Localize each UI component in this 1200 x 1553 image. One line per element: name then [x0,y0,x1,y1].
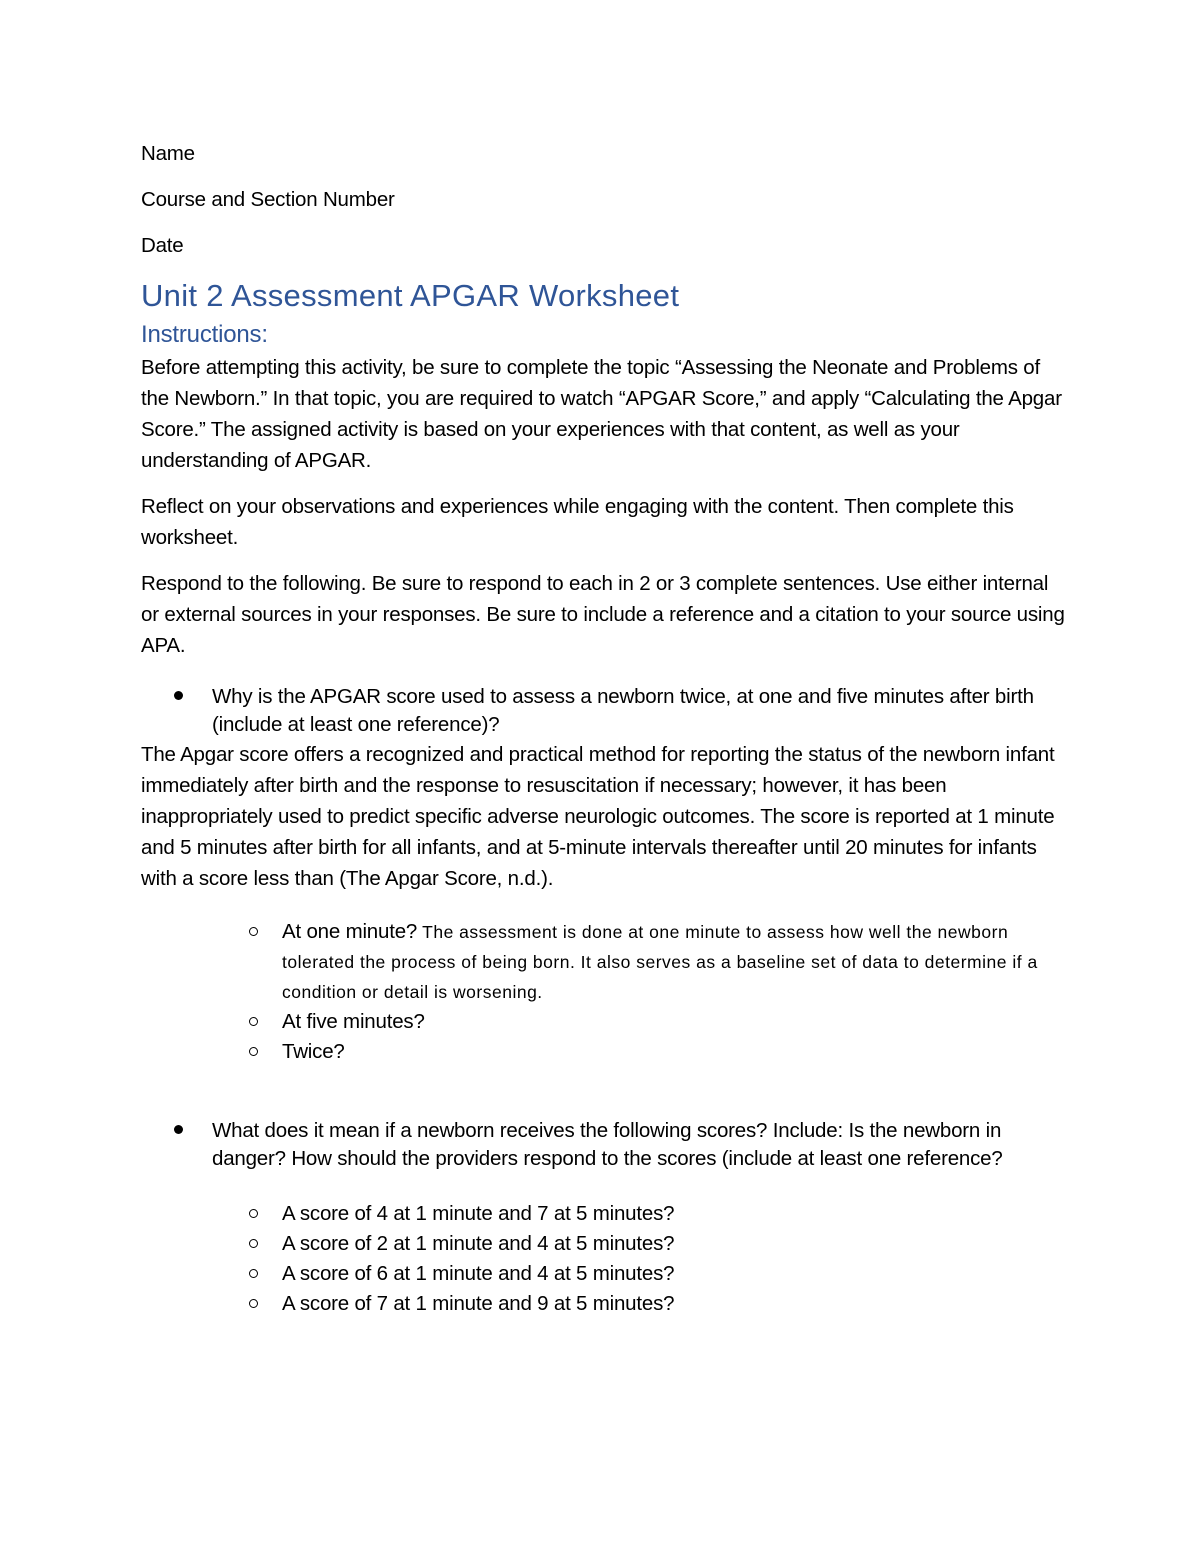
subitem-label: At five minutes? [282,1010,425,1033]
document-title: Unit 2 Assessment APGAR Worksheet [141,278,680,313]
instructions-paragraph: Respond to the following. Be sure to respond to each in 2 or 3 complete sentences. Use either internal or external sources in your responses. Be sure to include a reference and a citation to your source using APA. [141,572,1065,657]
page-content [141,138,1071,1319]
circle-bullet-icon [249,1017,258,1026]
question-1-subitems [141,917,1071,1067]
score-text: A score of 6 at 1 minute and 4 at 5 minutes? [282,1262,675,1285]
circle-bullet-icon [249,1239,258,1248]
subitem-twice [141,1037,1071,1067]
score-text: A score of 4 at 1 minute and 7 at 5 minutes? [282,1202,675,1225]
circle-bullet-icon [249,927,258,936]
question-1 [141,683,1071,739]
circle-bullet-icon [249,1269,258,1278]
circle-bullet-icon [249,1299,258,1308]
bullet-icon [174,1125,183,1134]
question-1-text: Why is the APGAR score used to assess a newborn twice, at one and five minutes after birth (include at least one reference)? [212,685,1034,736]
question-2-text: What does it mean if a newborn receives the following scores? Include: Is the newborn in danger? How should the providers respond to the scores (include at least one reference? [212,1119,1003,1170]
score-item [141,1259,1071,1289]
name-line: Name [141,142,195,165]
subitem-label: Twice? [282,1040,345,1063]
score-text: A score of 7 at 1 minute and 9 at 5 minutes? [282,1292,675,1315]
instructions-heading: Instructions: [141,321,268,348]
subitem-one-minute [141,917,1071,1007]
circle-bullet-icon [249,1047,258,1056]
score-item [141,1199,1071,1229]
score-item [141,1289,1071,1319]
date-line: Date [141,234,184,257]
subitem-label: At one minute? [282,920,418,943]
question-2 [141,1117,1071,1173]
question-list [141,683,1071,739]
subitem-five-minutes [141,1007,1071,1037]
score-item [141,1229,1071,1259]
question-1-answer: The Apgar score offers a recognized and practical method for reporting the status of the newborn infant immediately after birth and the response to resuscitation if necessary; however, it has been inappropriately used to predict specific adverse neurologic outcomes. The score is reported at 1 minute and 5 minutes after birth for all infants, and at 5-minute intervals thereafter until 20 minutes for infants with a score less than (The Apgar Score, n.d.). [141,743,1055,890]
instructions-paragraph: Before attempting this activity, be sure to complete the topic “Assessing the Neonate and Problems of the Newborn.” In that topic, you are required to watch “APGAR Score,” and apply “Calculating the Apgar Score.” The assigned activity is based on your experiences with that content, as well as your understanding of APGAR. [141,356,1062,472]
subitem-answer: The assessment is done at one minute to assess how well the newborn tolerated the process of being born. It also serves as a baseline set of data to determine if a condition or detail is worsening. [282,922,1038,1002]
score-text: A score of 2 at 1 minute and 4 at 5 minutes? [282,1232,675,1255]
bullet-icon [174,691,183,700]
circle-bullet-icon [249,1209,258,1218]
instructions-paragraph: Reflect on your observations and experiences while engaging with the content. Then complete this worksheet. [141,495,1014,549]
course-line: Course and Section Number [141,188,395,211]
question-list [141,1117,1071,1173]
question-2-scores [141,1199,1071,1319]
